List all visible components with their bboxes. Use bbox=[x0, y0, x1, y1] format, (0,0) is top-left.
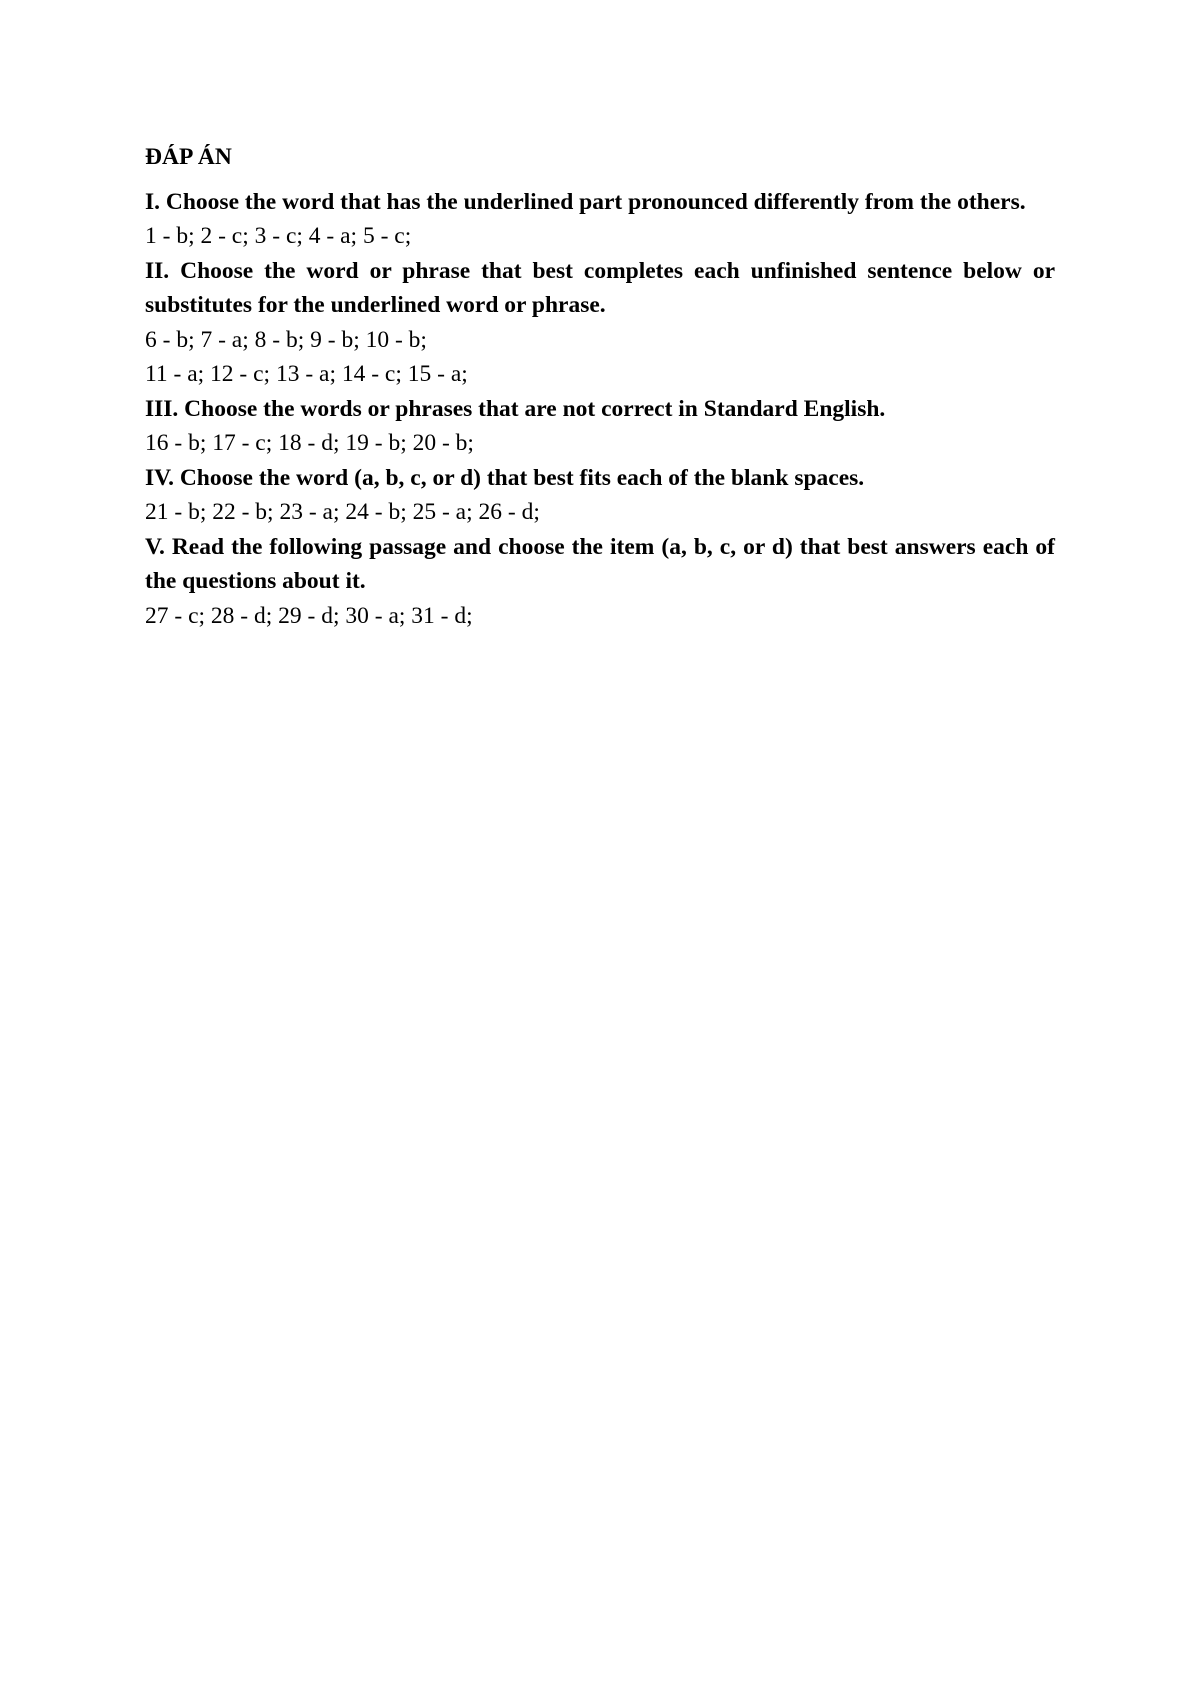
answer-line: 1 - b; 2 - c; 3 - c; 4 - a; 5 - c; bbox=[145, 223, 412, 249]
section-heading: III. Choose the words or phrases that are not correct in Standard English. bbox=[145, 395, 886, 422]
section-heading: IV. Choose the word (a, b, c, or d) that best fits each of the blank spaces. bbox=[145, 464, 865, 491]
section-1 bbox=[145, 185, 1055, 254]
document-title: ĐÁP ÁN bbox=[145, 144, 232, 170]
answer-line: 6 - b; 7 - a; 8 - b; 9 - b; 10 - b; bbox=[145, 326, 427, 353]
section-3 bbox=[145, 392, 1055, 461]
answer-line: 21 - b; 22 - b; 23 - a; 24 - b; 25 - a; 26 - d; bbox=[145, 499, 540, 525]
answer-line: 16 - b; 17 - c; 18 - d; 19 - b; 20 - b; bbox=[145, 430, 474, 456]
section-5 bbox=[145, 530, 1055, 634]
answer-key-document bbox=[145, 140, 1055, 633]
answer-line: 27 - c; 28 - d; 29 - d; 30 - a; 31 - d; bbox=[145, 602, 473, 629]
section-2 bbox=[145, 254, 1055, 392]
section-4 bbox=[145, 461, 1055, 530]
section-heading: II. Choose the word or phrase that best completes each unfinished sentence below or substitutes for the underlined word or phrase. bbox=[145, 257, 1055, 318]
section-heading: V. Read the following passage and choose the item (a, b, c, or d) that best answers each of the questions about it. bbox=[145, 533, 1055, 594]
answer-line: 11 - a; 12 - c; 13 - a; 14 - c; 15 - a; bbox=[145, 361, 468, 387]
section-heading: I. Choose the word that has the underlined part pronounced differently from the others. bbox=[145, 188, 1026, 215]
